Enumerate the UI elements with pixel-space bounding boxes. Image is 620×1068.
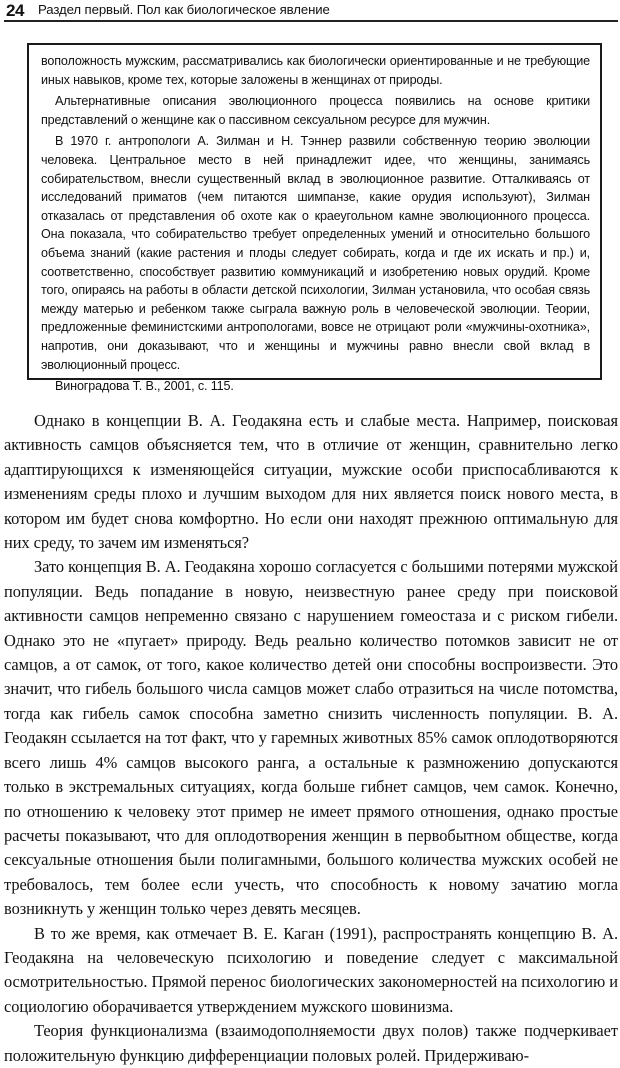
body-paragraph: Однако в концепции В. А. Геодакяна есть и слабые места. Например, поисковая активность самцов объясняется тем, что в отличие от женщин, сравнительно легко адаптирующихся к изменяющейся ситуации, мужские особи приспосабливаются к изменениям среды плохо и лучшим выходом для них является поиск нового места, в котором им будет снова комфортно. Но если они находят прежнюю оптимальную для них среду, то зачем им изменяться?: [4, 411, 618, 553]
quote-citation: Виноградова Т. В., 2001, с. 115.: [55, 379, 234, 394]
quote-paragraph: воположность мужским, рассматривались как биологически ориентированные и не требующие иных навыков, кроме тех, которые заложены в женщинах от природы.: [41, 54, 590, 87]
quote-paragraph: В 1970 г. антропологи А. Зилман и Н. Тэннер развили собственную теорию эволюции человека. Центральное место в ней принадлежит идее, что женщины, занимаясь собирательством, внесли существенный вклад в эволюционное развитие. Отталкиваясь от исследований приматов (чем питаются шимпанзе, какие орудия используют), Зилман отказалась от представления об охоте как о краеугольном камне эволюционного процесса. Она показала, что собирательство требует определенных умений и относительно большого объема знаний (какие растения и плоды следует собирать, когда и где их искать и пр.) и, соответственно, способствует развитию коммуникаций и изобретению новых орудий. Кроме того, опираясь на работы в области детской психологии, Зилман установила, что особая связь между матерью и ребенком также сыграла важную роль в человеческой эволюции. Теории, предложенные феминистскими антропологами, вовсе не отрицают роли «мужчины-охотника», напротив, они доказывают, что и женщины и мужчины равно внесли свой вклад в эволюционный процесс.: [41, 134, 590, 372]
quote-box: [27, 43, 602, 394]
body-paragraph: Зато концепция В. А. Геодакяна хорошо согласуется с большими потерями мужской популяции. Ведь попадание в новую, неизвестную ранее среду при поисковой активности самцов непременно связано с нарушением гомеостаза и с риском гибели. Однако это не «пугает» природу. Ведь реально количество потомков зависит не от самцов, а от самок, от того, какое количество детей они способны воспроизвести. Это значит, что гибель большого числа самцов может слабо отразиться на числе потомства, тогда как гибель самок способна заметно снизить численность популяции. В. А. Геодакян ссылается на тот факт, что у гаремных животных 85% самок оплодотворяются всего лишь 4% самцов высокого ранга, а остальные к размножению допускаются только в экстремальных ситуациях, когда больше гибнет самцов, чем самок. Конечно, по отношению к человеку этот пример не имеет прямого отношения, однако простые расчеты показывают, что для оплодотворения женщин в первобытном обществе, когда сексуальные отношения были полигамными, большого количества мужских особей не требовалось, тем более если учесть, что способность к новому зачатию могла возникнуть у женщин только через девять месяцев.: [4, 557, 618, 919]
page-number: 24: [6, 1, 24, 20]
header-divider: [4, 20, 618, 22]
running-title: Раздел первый. Пол как биологическое явление: [38, 2, 330, 17]
quote-paragraph: Альтернативные описания эволюционного процесса появились на основе критики представлений о женщине как о пассивном сексуальном ресурсе для мужчин.: [41, 94, 590, 127]
main-text: [4, 409, 618, 1068]
page-header: [0, 0, 620, 22]
body-paragraph: Теория функционализма (взаимодополняемости двух полов) также подчеркивает положительную функцию дифференциации половых ролей. Придерживаю-: [4, 1021, 618, 1065]
body-paragraph: В то же время, как отмечает В. Е. Каган (1991), распространять концепцию В. А. Геодакяна на человеческую психологию и поведение следует с максимальной осмотрительностью. Прямой перенос биологических закономерностей на психологию и социологию оборачивается утверждением мужского шовинизма.: [4, 923, 618, 1016]
